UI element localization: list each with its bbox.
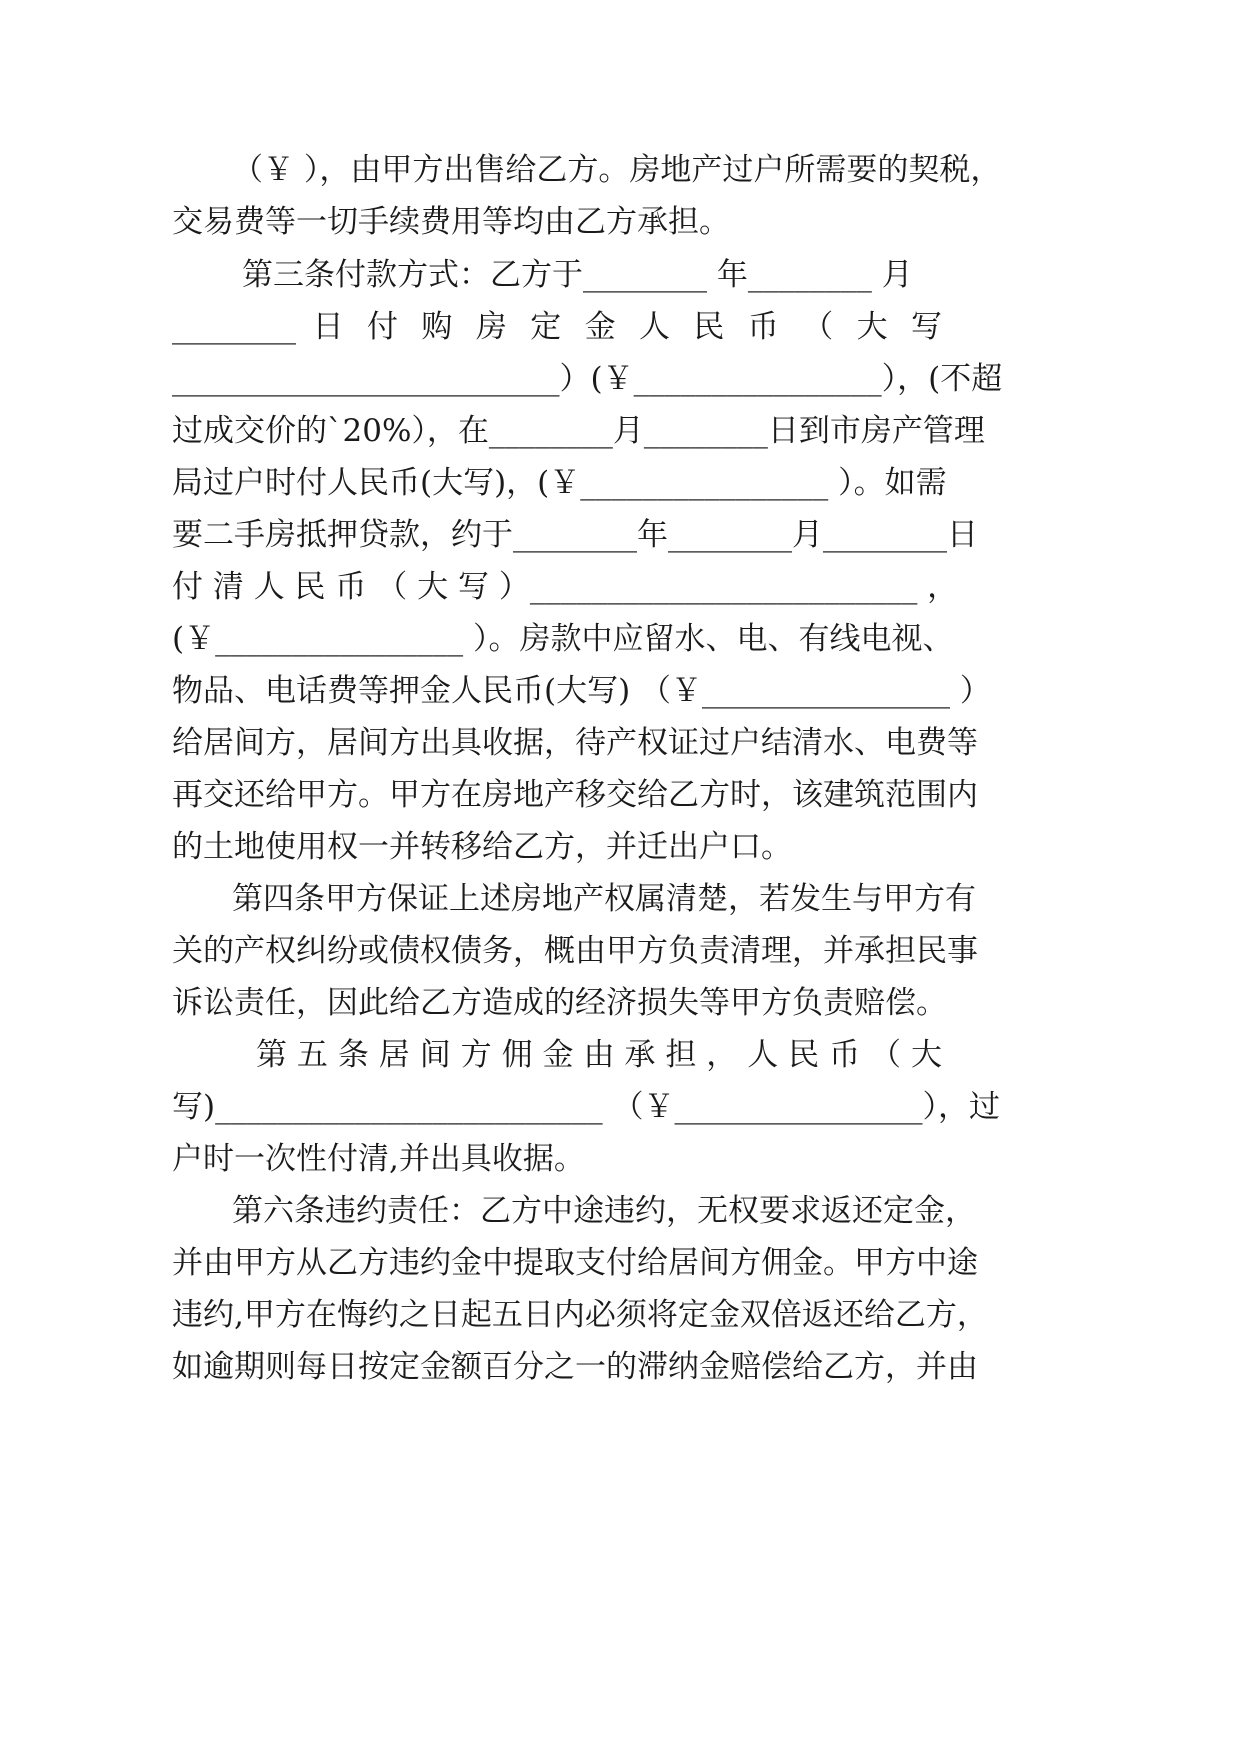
article-6-line-3: 违约,甲方在悔约之日起五日内必须将定金双倍返还给乙方， xyxy=(172,1297,988,1333)
article-5-line-2: 写)_________________________ （￥________________），过 xyxy=(172,1089,1000,1125)
text-line-2: 交易费等一切手续费用等均由乙方承担。 xyxy=(172,204,730,240)
article-3-line-1: 第三条付款方式：乙方于________ 年________ 月 xyxy=(242,257,913,293)
text-line-1: （￥ ），由甲方出售给乙方。房地产过户所需要的契税， xyxy=(232,152,1002,188)
article-3-line-5: 局过户时付人民币(大写)，(￥________________ ）。如需 xyxy=(172,465,947,501)
article-6-line-4: 如逾期则每日按定金额百分之一的滞纳金赔偿给乙方，并由 xyxy=(172,1349,978,1385)
article-3-line-11: 再交还给甲方。甲方在房地产移交给乙方时，该建筑范围内 xyxy=(172,777,978,813)
article-3-line-4: 过成交价的`20%），在________月________日到市房产管理 xyxy=(172,413,985,449)
article-3-line-3: _________________________）(￥________________），(不超 xyxy=(172,361,1003,397)
article-6-line-2: 并由甲方从乙方违约金中提取支付给居间方佣金。甲方中途 xyxy=(172,1245,978,1281)
article-3-line-8: (￥________________ ）。房款中应留水、电、有线电视、 xyxy=(172,621,954,657)
article-3-line-9: 物品、电话费等押金人民币(大写) （￥________________ ） xyxy=(172,673,991,709)
article-3-line-2: ________ 日 付 购 房 定 金 人 民 币 （ 大 写 xyxy=(172,309,942,345)
article-3-line-6: 要二手房抵押贷款，约于________年________月________日 xyxy=(172,517,978,553)
article-6-line-1: 第六条违约责任：乙方中途违约，无权要求返还定金， xyxy=(232,1193,976,1229)
article-4-line-1: 第四条甲方保证上述房地产权属清楚，若发生与甲方有 xyxy=(232,881,976,917)
article-3-line-10: 给居间方，居间方出具收据，待产权证过户结清水、电费等 xyxy=(172,725,978,761)
article-4-line-2: 关的产权纠纷或债权债务，概由甲方负责清理，并承担民事 xyxy=(172,933,978,969)
article-5-line-1: 第 五 条 居 间 方 佣 金 由 承 担 ， 人 民 币 （ 大 xyxy=(256,1037,942,1073)
article-5-line-3: 户时一次性付清,并出具收据。 xyxy=(172,1141,585,1177)
article-3-line-12: 的土地使用权一并转移给乙方，并迁出户口。 xyxy=(172,829,792,865)
article-4-line-3: 诉讼责任，因此给乙方造成的经济损失等甲方负责赔偿。 xyxy=(172,985,947,1021)
article-3-line-7: 付 清 人 民 币 （ 大 写 ）_________________________ ， xyxy=(172,569,959,605)
